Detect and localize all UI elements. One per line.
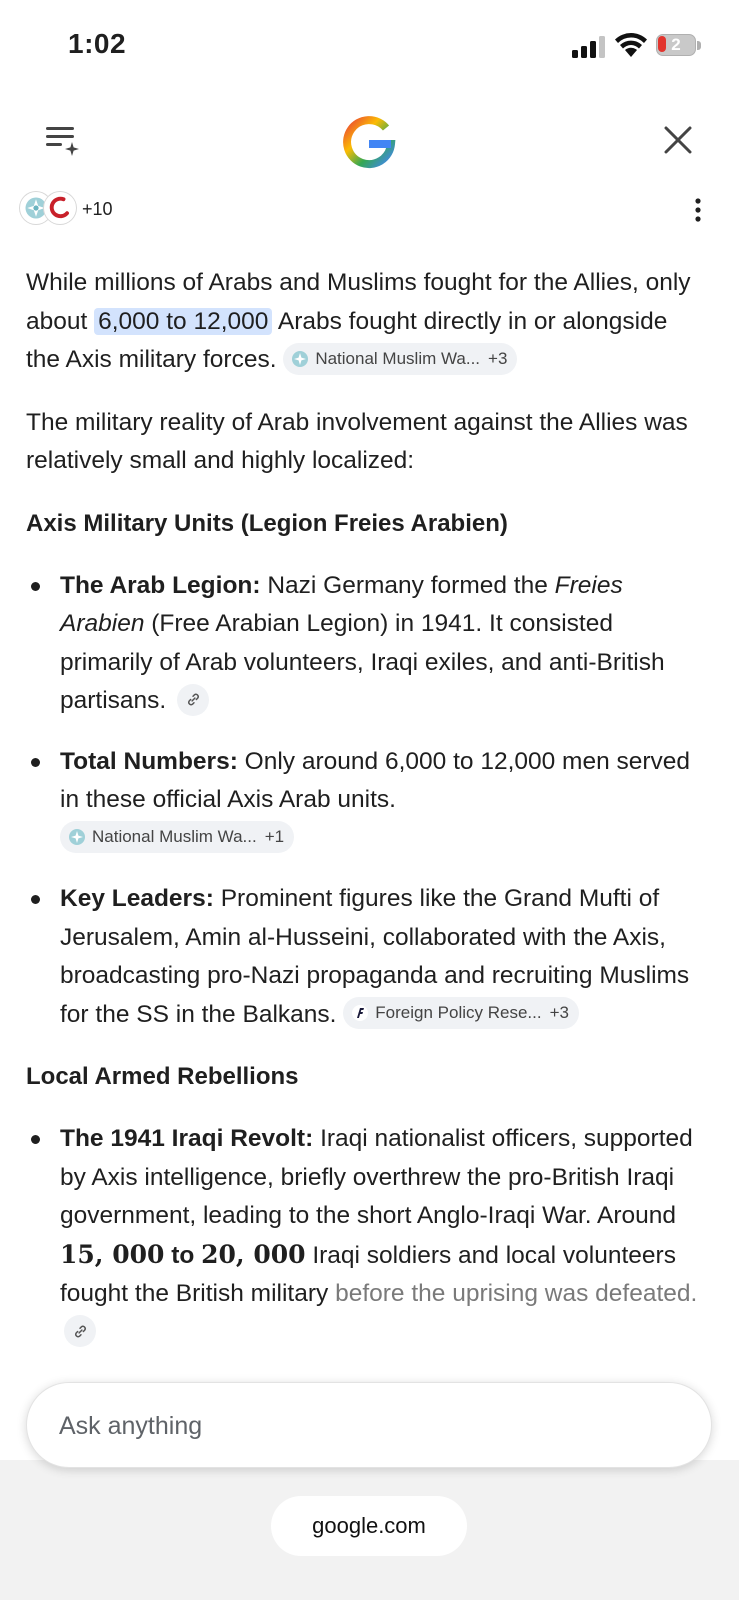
list-item: Total Numbers: Only around 6,000 to 12,000 men served in these official Axis Arab units. National Muslim Wa... +1 [26, 743, 706, 859]
ask-input[interactable] [57, 1405, 661, 1447]
intro-paragraph: While millions of Arabs and Muslims fought for the Allies, only about 6,000 to 12,000 Arabs fought directly in or alongside the Axis military forces. National Muslim Wa... +3 [26, 269, 691, 373]
address-bar[interactable]: google.com [271, 1496, 467, 1556]
battery-level: 2 [671, 35, 681, 54]
sources-count[interactable]: +10 [82, 199, 113, 219]
status-time: 1:02 [68, 28, 127, 59]
source-chip[interactable]: National Muslim Wa... +3 [283, 343, 517, 375]
section-heading-rebellions: Local Armed Rebellions [26, 1063, 299, 1090]
source-chip[interactable]: Foreign Policy Rese... +3 [343, 997, 579, 1029]
top-bar [0, 108, 739, 172]
more-vertical-icon[interactable] [694, 198, 702, 222]
ai-answer-content [26, 264, 706, 1376]
ask-box[interactable] [26, 1382, 712, 1468]
list-item: The Arab Legion: Nazi Germany formed the Freies Arabien (Free Arabian Legion) in 1941. It consisted primarily of Arab volunteers, Iraqi exiles, and anti-British partisans. [26, 567, 706, 721]
link-chip[interactable] [64, 1315, 96, 1347]
browser-bottom-bar [0, 1460, 739, 1600]
nmwm-logo-icon [291, 350, 309, 368]
red-ring-logo-icon[interactable] [44, 192, 76, 224]
rebellions-list [26, 1120, 706, 1352]
close-icon[interactable] [662, 124, 694, 156]
battery-icon [656, 34, 702, 58]
source-chip[interactable]: National Muslim Wa... +1 [60, 821, 294, 853]
list-item: Key Leaders: Prominent figures like the Grand Mufti of Jerusalem, Amin al-Husseini, collaborated with the Axis, broadcasting pro-Nazi propaganda and recruiting Muslims for the SS in the Balkans. Foreign Policy Rese... +3 [26, 880, 706, 1034]
sources-row[interactable] [20, 190, 720, 234]
menu-sparkle-icon[interactable] [44, 122, 80, 158]
link-icon [73, 1324, 88, 1339]
axis-units-list [26, 567, 706, 1035]
wifi-icon [614, 32, 648, 58]
list-item: The 1941 Iraqi Revolt: Iraqi nationalist officers, supported by Axis intelligence, briefly overthrew the pro-British Iraqi government, leading to the short Anglo-Iraqi War. Around 15, 000 to 20, 000 Iraqi soldiers and local volunteers fought the British military before the uprising was defeated. [26, 1120, 706, 1352]
link-icon [186, 692, 201, 707]
status-bar [0, 0, 739, 92]
section-heading-axis-units: Axis Military Units (Legion Freies Arabien) [26, 509, 508, 537]
foreign-policy-logo-icon [351, 1004, 369, 1022]
link-chip[interactable] [177, 684, 209, 716]
google-g-logo [342, 115, 396, 169]
cellular-signal-icon [572, 36, 606, 58]
highlighted-number: 6,000 to 12,000 [94, 308, 272, 335]
context-paragraph: The military reality of Arab involvement against the Allies was relatively small and highly localized: [26, 408, 688, 474]
nmwm-logo-icon [68, 828, 86, 846]
